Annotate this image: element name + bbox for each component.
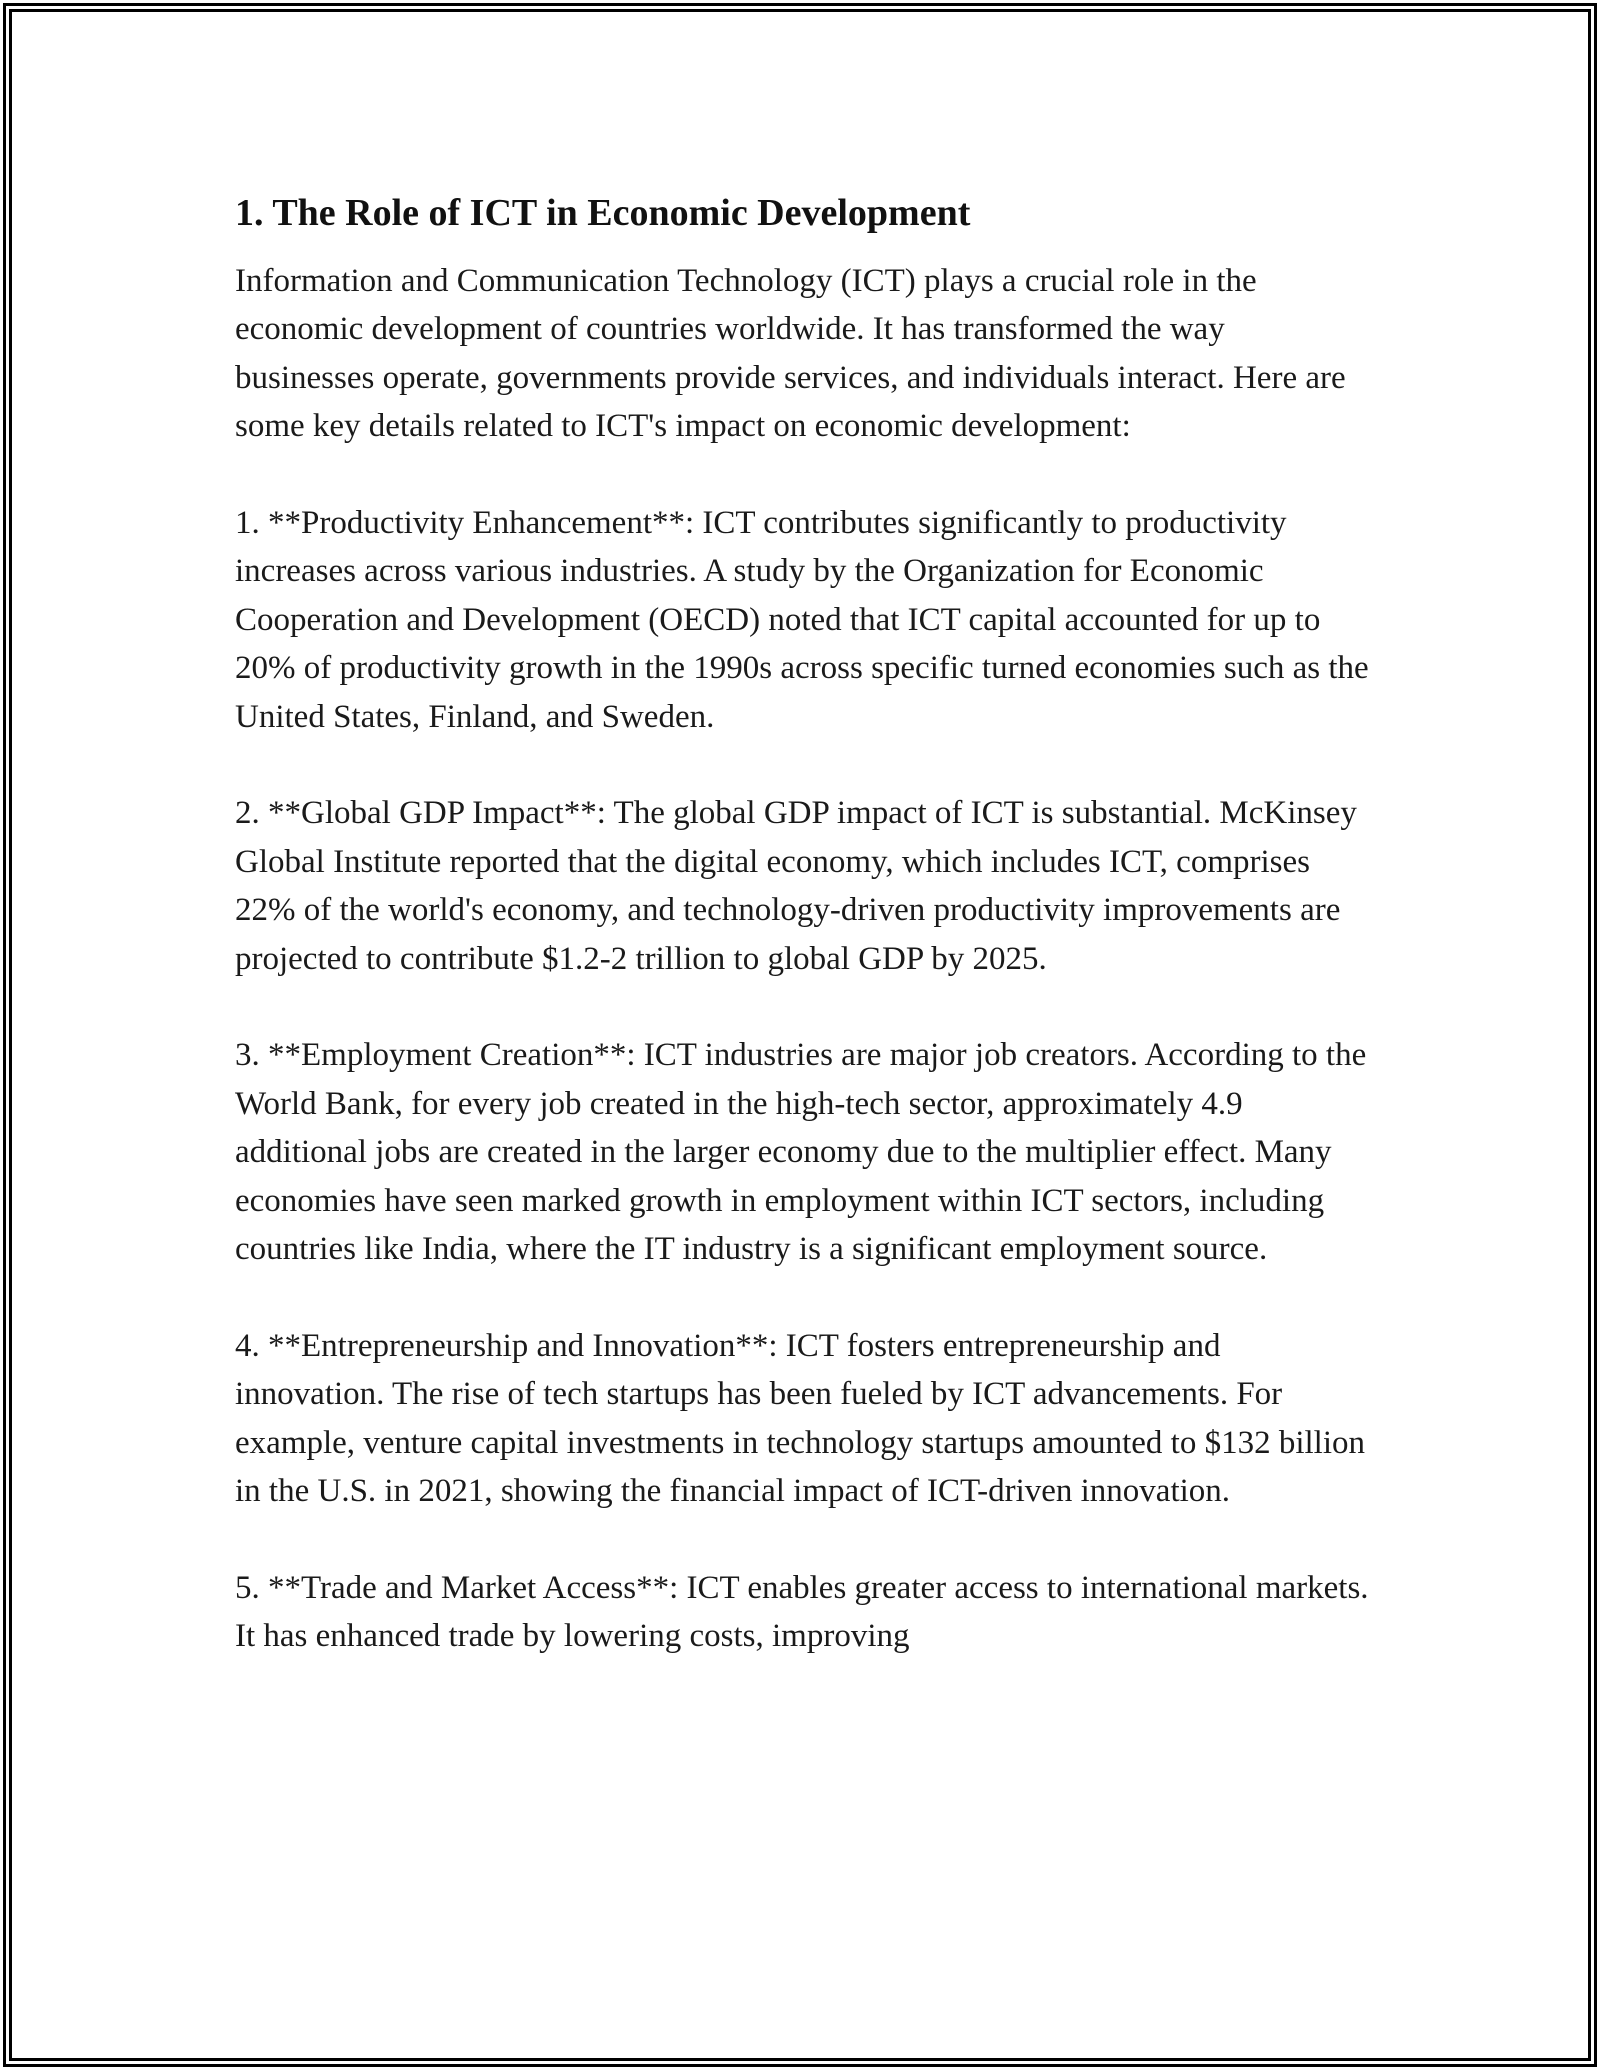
paragraph-entrepreneurship-innovation: 4. **Entrepreneurship and Innovation**: ICT fosters entrepreneurship and innovation. The rise of tech startups has been fueled by ICT advancements. For example, venture capital investments in technology startups amounted to $132 billion in the U.S. in 2021, showing the financial impact of ICT-driven innovation. [235, 1327, 1366, 1510]
document-title: 1. The Role of ICT in Economic Development [235, 192, 971, 234]
paragraph-employment-creation: 3. **Employment Creation**: ICT industries are major job creators. According to the World Bank, for every job created in the high-tech sector, approximately 4.9 additional jobs are created in the larger economy due to the multiplier effect. Many economies have seen marked growth in employment within ICT sectors, including countries like India, where the IT industry is a significant employment source. [235, 1037, 1367, 1268]
paragraph-productivity-enhancement: 1. **Productivity Enhancement**: ICT contributes significantly to productivity increases across various industries. A study by the Organization for Economic Cooperation and Development (OECD) noted that ICT capital accounted for up to 20% of productivity growth in the 1990s across specific turned economies such as the United States, Finland, and Sweden. [235, 505, 1369, 735]
paragraph-trade-market-access: 5. **Trade and Market Access**: ICT enables greater access to international markets. It has enhanced trade by lowering costs, improving [235, 1569, 1369, 1655]
intro-paragraph: Information and Communication Technology (ICT) plays a crucial role in the economic development of countries worldwide. It has transformed the way businesses operate, governments provide services, and individuals interact. Here are some key details related to ICT's impact on economic development: [235, 263, 1346, 445]
paragraph-global-gdp-impact: 2. **Global GDP Impact**: The global GDP impact of ICT is substantial. McKinsey Global Institute reported that the digital economy, which includes ICT, comprises 22% of the world's economy, and technology-driven productivity improvements are projected to contribute $1.2-2 trillion to global GDP by 2025. [235, 795, 1357, 977]
document-body [235, 186, 1370, 1661]
